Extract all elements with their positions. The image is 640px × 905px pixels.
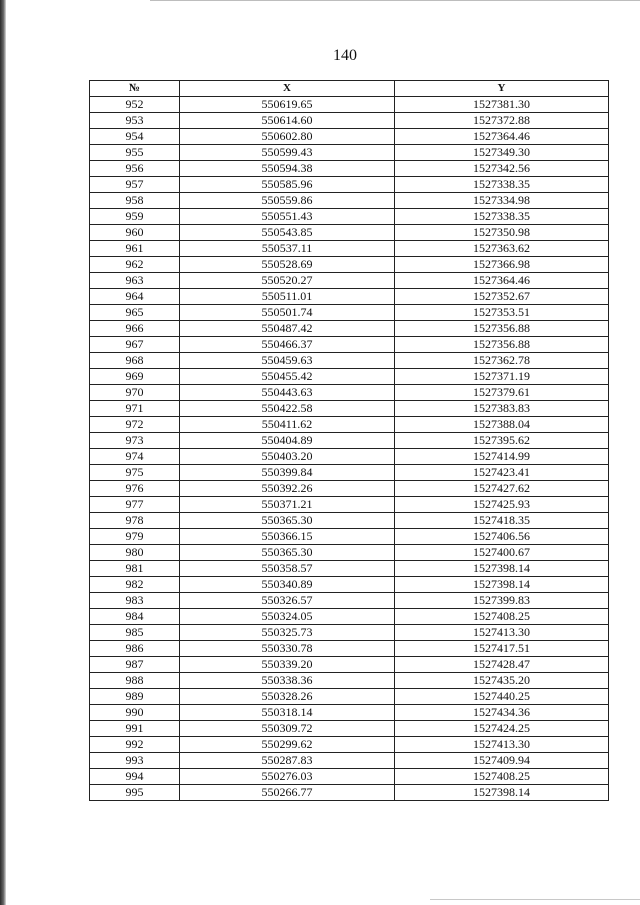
x-coordinate-cell: 550520.27 — [180, 273, 395, 289]
point-number-cell: 953 — [90, 113, 180, 129]
table-row — [90, 545, 609, 561]
y-coordinate-cell: 1527372.88 — [395, 113, 609, 129]
y-coordinate-cell: 1527414.99 — [395, 449, 609, 465]
x-coordinate-cell: 550543.85 — [180, 225, 395, 241]
y-coordinate-cell: 1527413.30 — [395, 625, 609, 641]
point-number-cell: 979 — [90, 529, 180, 545]
y-coordinate-cell: 1527406.56 — [395, 529, 609, 545]
table-row — [90, 225, 609, 241]
point-number-cell: 976 — [90, 481, 180, 497]
y-coordinate-cell: 1527398.14 — [395, 785, 609, 801]
point-number-cell: 963 — [90, 273, 180, 289]
y-coordinate-cell: 1527413.30 — [395, 737, 609, 753]
x-coordinate-cell: 550328.26 — [180, 689, 395, 705]
y-coordinate-cell: 1527379.61 — [395, 385, 609, 401]
x-coordinate-cell: 550340.89 — [180, 577, 395, 593]
table-row — [90, 785, 609, 801]
table-row — [90, 625, 609, 641]
y-coordinate-cell: 1527427.62 — [395, 481, 609, 497]
y-coordinate-cell: 1527425.93 — [395, 497, 609, 513]
y-coordinate-cell: 1527356.88 — [395, 321, 609, 337]
y-coordinate-cell: 1527398.14 — [395, 561, 609, 577]
y-coordinate-cell: 1527371.19 — [395, 369, 609, 385]
table-row — [90, 465, 609, 481]
table-row — [90, 577, 609, 593]
point-number-cell: 959 — [90, 209, 180, 225]
point-number-cell: 993 — [90, 753, 180, 769]
y-coordinate-cell: 1527338.35 — [395, 209, 609, 225]
point-number-cell: 985 — [90, 625, 180, 641]
x-coordinate-cell: 550537.11 — [180, 241, 395, 257]
x-coordinate-cell: 550466.37 — [180, 337, 395, 353]
x-coordinate-cell: 550594.38 — [180, 161, 395, 177]
y-coordinate-cell: 1527383.83 — [395, 401, 609, 417]
point-number-cell: 989 — [90, 689, 180, 705]
table-row — [90, 673, 609, 689]
point-number-cell: 981 — [90, 561, 180, 577]
x-coordinate-cell: 550443.63 — [180, 385, 395, 401]
point-number-cell: 990 — [90, 705, 180, 721]
y-coordinate-cell: 1527356.88 — [395, 337, 609, 353]
y-coordinate-cell: 1527398.14 — [395, 577, 609, 593]
table-row — [90, 401, 609, 417]
table-row — [90, 273, 609, 289]
y-coordinate-cell: 1527424.25 — [395, 721, 609, 737]
x-coordinate-cell: 550358.57 — [180, 561, 395, 577]
x-coordinate-cell: 550326.57 — [180, 593, 395, 609]
y-coordinate-cell: 1527400.67 — [395, 545, 609, 561]
x-coordinate-cell: 550287.83 — [180, 753, 395, 769]
x-coordinate-cell: 550585.96 — [180, 177, 395, 193]
x-coordinate-cell: 550399.84 — [180, 465, 395, 481]
x-coordinate-cell: 550318.14 — [180, 705, 395, 721]
table-row — [90, 641, 609, 657]
table-row — [90, 193, 609, 209]
table-row — [90, 257, 609, 273]
y-coordinate-cell: 1527388.04 — [395, 417, 609, 433]
point-number-cell: 965 — [90, 305, 180, 321]
table-row — [90, 769, 609, 785]
page-number: 140 — [333, 47, 357, 64]
table-row — [90, 161, 609, 177]
coordinates-table — [89, 80, 609, 801]
table-row — [90, 737, 609, 753]
point-number-cell: 969 — [90, 369, 180, 385]
point-number-cell: 972 — [90, 417, 180, 433]
x-coordinate-cell: 550299.62 — [180, 737, 395, 753]
table-row — [90, 609, 609, 625]
table-row — [90, 449, 609, 465]
x-coordinate-cell: 550459.63 — [180, 353, 395, 369]
table-row — [90, 721, 609, 737]
x-coordinate-cell: 550602.80 — [180, 129, 395, 145]
y-coordinate-cell: 1527363.62 — [395, 241, 609, 257]
table-row — [90, 337, 609, 353]
table-row — [90, 753, 609, 769]
x-coordinate-cell: 550366.15 — [180, 529, 395, 545]
y-coordinate-cell: 1527364.46 — [395, 273, 609, 289]
table-row — [90, 145, 609, 161]
point-number-cell: 988 — [90, 673, 180, 689]
point-number-cell: 987 — [90, 657, 180, 673]
point-number-cell: 956 — [90, 161, 180, 177]
y-coordinate-cell: 1527409.94 — [395, 753, 609, 769]
table-row — [90, 113, 609, 129]
x-coordinate-cell: 550422.58 — [180, 401, 395, 417]
point-number-cell: 992 — [90, 737, 180, 753]
y-coordinate-cell: 1527435.20 — [395, 673, 609, 689]
table-row — [90, 305, 609, 321]
y-coordinate-cell: 1527440.25 — [395, 689, 609, 705]
point-number-cell: 964 — [90, 289, 180, 305]
x-coordinate-cell: 550276.03 — [180, 769, 395, 785]
x-coordinate-cell: 550619.65 — [180, 97, 395, 113]
y-coordinate-cell: 1527342.56 — [395, 161, 609, 177]
scan-top-edge — [150, 0, 640, 1]
x-coordinate-cell: 550404.89 — [180, 433, 395, 449]
x-coordinate-cell: 550392.26 — [180, 481, 395, 497]
table-row — [90, 433, 609, 449]
x-coordinate-cell: 550324.05 — [180, 609, 395, 625]
header-number: № — [90, 81, 180, 97]
y-coordinate-cell: 1527362.78 — [395, 353, 609, 369]
point-number-cell: 984 — [90, 609, 180, 625]
x-coordinate-cell: 550559.86 — [180, 193, 395, 209]
x-coordinate-cell: 550511.01 — [180, 289, 395, 305]
y-coordinate-cell: 1527350.98 — [395, 225, 609, 241]
y-coordinate-cell: 1527428.47 — [395, 657, 609, 673]
y-coordinate-cell: 1527418.35 — [395, 513, 609, 529]
x-coordinate-cell: 550528.69 — [180, 257, 395, 273]
x-coordinate-cell: 550266.77 — [180, 785, 395, 801]
y-coordinate-cell: 1527399.83 — [395, 593, 609, 609]
scan-bottom-edge — [430, 899, 640, 900]
point-number-cell: 957 — [90, 177, 180, 193]
x-coordinate-cell: 550411.62 — [180, 417, 395, 433]
x-coordinate-cell: 550330.78 — [180, 641, 395, 657]
y-coordinate-cell: 1527338.35 — [395, 177, 609, 193]
x-coordinate-cell: 550339.20 — [180, 657, 395, 673]
y-coordinate-cell: 1527366.98 — [395, 257, 609, 273]
x-coordinate-cell: 550338.36 — [180, 673, 395, 689]
table-row — [90, 241, 609, 257]
point-number-cell: 973 — [90, 433, 180, 449]
point-number-cell: 970 — [90, 385, 180, 401]
table-row — [90, 657, 609, 673]
point-number-cell: 975 — [90, 465, 180, 481]
point-number-cell: 977 — [90, 497, 180, 513]
point-number-cell: 958 — [90, 193, 180, 209]
table-row — [90, 209, 609, 225]
x-coordinate-cell: 550501.74 — [180, 305, 395, 321]
y-coordinate-cell: 1527381.30 — [395, 97, 609, 113]
x-coordinate-cell: 550309.72 — [180, 721, 395, 737]
y-coordinate-cell: 1527417.51 — [395, 641, 609, 657]
y-coordinate-cell: 1527408.25 — [395, 769, 609, 785]
point-number-cell: 967 — [90, 337, 180, 353]
point-number-cell: 982 — [90, 577, 180, 593]
point-number-cell: 980 — [90, 545, 180, 561]
point-number-cell: 994 — [90, 769, 180, 785]
table-row — [90, 593, 609, 609]
y-coordinate-cell: 1527353.51 — [395, 305, 609, 321]
x-coordinate-cell: 550487.42 — [180, 321, 395, 337]
point-number-cell: 966 — [90, 321, 180, 337]
y-coordinate-cell: 1527364.46 — [395, 129, 609, 145]
x-coordinate-cell: 550403.20 — [180, 449, 395, 465]
x-coordinate-cell: 550371.21 — [180, 497, 395, 513]
table-row — [90, 497, 609, 513]
x-coordinate-cell: 550365.30 — [180, 545, 395, 561]
table-header-row — [90, 81, 609, 97]
table-row — [90, 417, 609, 433]
point-number-cell: 968 — [90, 353, 180, 369]
x-coordinate-cell: 550365.30 — [180, 513, 395, 529]
point-number-cell: 978 — [90, 513, 180, 529]
scan-left-edge — [0, 0, 6, 905]
point-number-cell: 961 — [90, 241, 180, 257]
point-number-cell: 954 — [90, 129, 180, 145]
y-coordinate-cell: 1527408.25 — [395, 609, 609, 625]
header-y: Y — [395, 81, 609, 97]
header-x: X — [180, 81, 395, 97]
point-number-cell: 952 — [90, 97, 180, 113]
table-row — [90, 385, 609, 401]
point-number-cell: 974 — [90, 449, 180, 465]
table-row — [90, 529, 609, 545]
y-coordinate-cell: 1527352.67 — [395, 289, 609, 305]
x-coordinate-cell: 550455.42 — [180, 369, 395, 385]
table-row — [90, 481, 609, 497]
point-number-cell: 962 — [90, 257, 180, 273]
table-row — [90, 369, 609, 385]
y-coordinate-cell: 1527434.36 — [395, 705, 609, 721]
table-row — [90, 705, 609, 721]
point-number-cell: 971 — [90, 401, 180, 417]
y-coordinate-cell: 1527423.41 — [395, 465, 609, 481]
x-coordinate-cell: 550614.60 — [180, 113, 395, 129]
point-number-cell: 983 — [90, 593, 180, 609]
table-row — [90, 177, 609, 193]
table-row — [90, 513, 609, 529]
table-row — [90, 561, 609, 577]
point-number-cell: 986 — [90, 641, 180, 657]
y-coordinate-cell: 1527349.30 — [395, 145, 609, 161]
x-coordinate-cell: 550325.73 — [180, 625, 395, 641]
table-body — [90, 97, 609, 801]
point-number-cell: 960 — [90, 225, 180, 241]
table-row — [90, 689, 609, 705]
table-row — [90, 129, 609, 145]
point-number-cell: 995 — [90, 785, 180, 801]
x-coordinate-cell: 550551.43 — [180, 209, 395, 225]
point-number-cell: 955 — [90, 145, 180, 161]
table-row — [90, 289, 609, 305]
x-coordinate-cell: 550599.43 — [180, 145, 395, 161]
y-coordinate-cell: 1527395.62 — [395, 433, 609, 449]
table-row — [90, 97, 609, 113]
table-row — [90, 321, 609, 337]
table-row — [90, 353, 609, 369]
point-number-cell: 991 — [90, 721, 180, 737]
y-coordinate-cell: 1527334.98 — [395, 193, 609, 209]
